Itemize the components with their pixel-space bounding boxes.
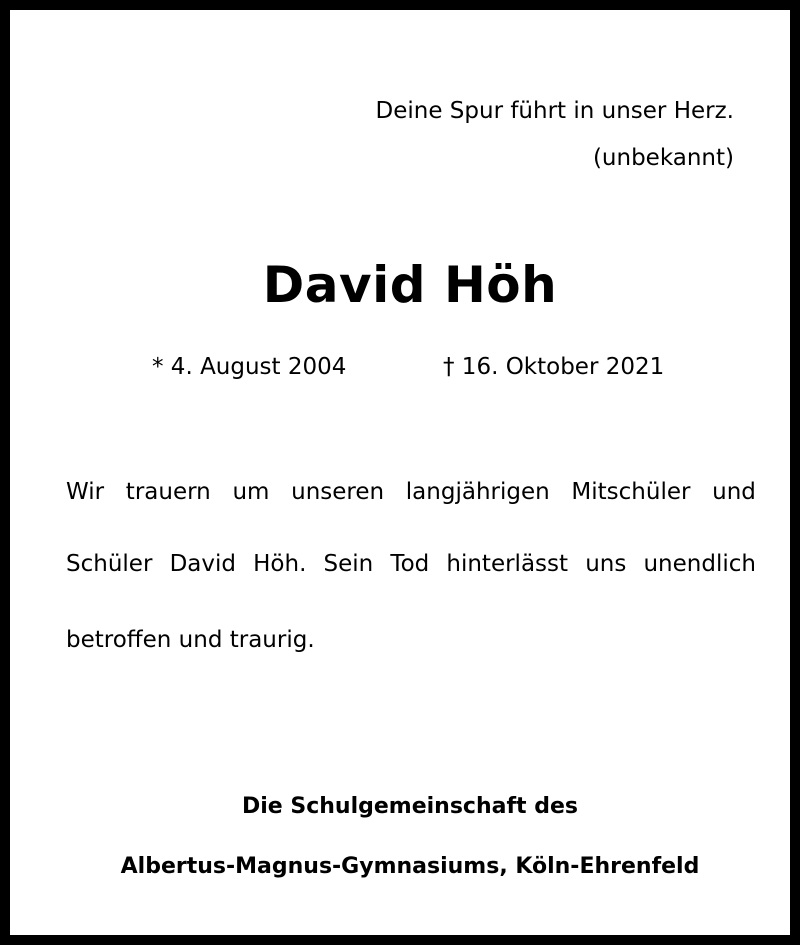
death-date: † 16. Oktober 2021 [443,354,665,380]
message-line-3: betroffen und traurig. [66,627,315,653]
message-word: und [712,479,756,505]
message-line-1 [66,474,756,510]
message-word: unendlich [643,551,756,577]
message-word: Höh. [253,551,307,577]
message-word: Wir [66,479,105,505]
signature-line-1: Die Schulgemeinschaft des [241,794,578,819]
message-word: unseren [291,479,385,505]
message-word: Sein [323,551,374,577]
message-word: uns [585,551,627,577]
message-word: um [232,479,270,505]
message-word: trauern [125,479,211,505]
message-word: langjährigen [405,479,550,505]
message-line-2 [66,546,756,582]
epigraph [234,88,734,182]
epigraph-author: (unbekannt) [592,145,734,171]
deceased-name: David Höh [262,256,558,314]
epigraph-text: Deine Spur führt in unser Herz. [375,98,734,124]
message-word: Tod [390,551,430,577]
message-word: hinterlässt [446,551,569,577]
message-word: Mitschüler [571,479,691,505]
message-word: David [169,551,236,577]
signature-line-2: Albertus-Magnus-Gymnasiums, Köln-Ehrenfeld [120,854,700,879]
message-word: Schüler [66,551,153,577]
birth-date: * 4. August 2004 [152,354,347,380]
